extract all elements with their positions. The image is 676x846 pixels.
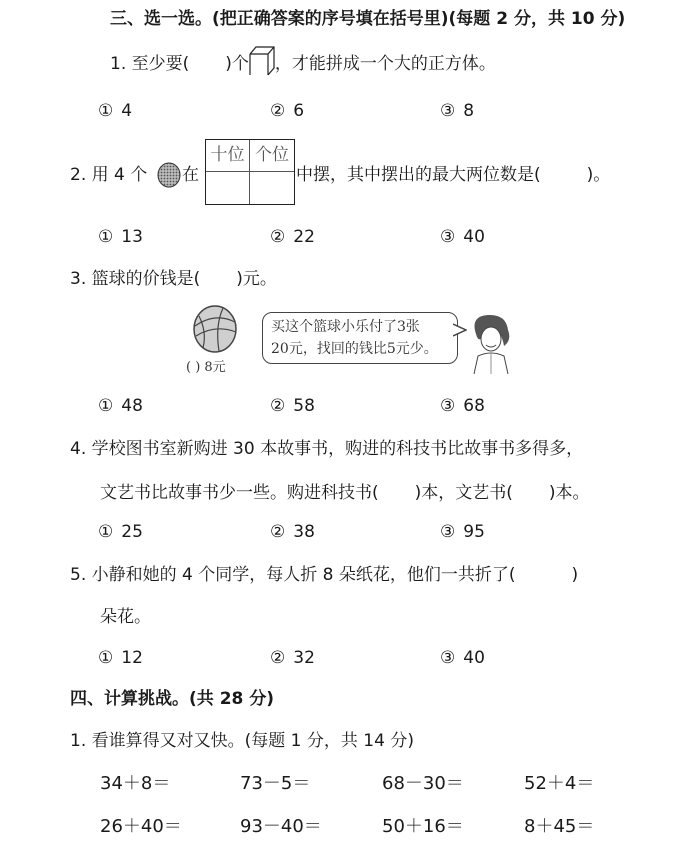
option-value: 8 <box>463 101 475 121</box>
option-2[interactable] <box>270 521 315 543</box>
question-4 <box>70 438 583 460</box>
teacher-figure-icon <box>466 312 514 374</box>
question-text: 用 4 个 <box>91 165 148 185</box>
question-2-lead <box>70 164 147 186</box>
option-3[interactable] <box>440 395 485 417</box>
option-value: 58 <box>293 396 315 416</box>
question-number: 4. <box>70 439 87 459</box>
section-4-question-1 <box>70 730 414 752</box>
question-text: 小静和她的 4 个同学，每人折 8 朵纸花，他们一共折了( <box>91 565 516 585</box>
option-3[interactable] <box>440 521 485 543</box>
option-value: 32 <box>293 648 315 668</box>
option-value: 48 <box>121 396 143 416</box>
question-text: )本，文艺书( <box>414 483 513 503</box>
ball-price-label: ( ) 8元 <box>186 360 226 375</box>
question-number: 3. <box>70 269 87 289</box>
speech-bubble <box>262 312 458 364</box>
calc-item[interactable]: 73－5＝ <box>240 773 311 794</box>
option-marker: ② <box>270 227 286 247</box>
question-text: 在 <box>182 165 199 185</box>
calc-item[interactable]: 8＋45＝ <box>524 816 595 837</box>
option-3[interactable] <box>440 647 485 669</box>
question-text: )个 <box>225 54 249 74</box>
option-1[interactable] <box>98 647 143 669</box>
question-text: 看谁算得又对又快。(每题 1 分，共 14 分) <box>91 731 414 751</box>
question-text: 学校图书室新购进 30 本故事书，购进的科技书比故事书多得多， <box>91 439 584 459</box>
option-2[interactable] <box>270 226 315 248</box>
question-text: 篮球的价钱是( <box>91 269 201 289</box>
question-5-line2: 朵花。 <box>100 607 151 627</box>
option-value: 4 <box>121 101 133 121</box>
question-text: ，才能拼成一个大的正方体。 <box>274 54 496 74</box>
calc-item[interactable]: 68－30＝ <box>382 773 464 794</box>
option-value: 38 <box>293 522 315 542</box>
option-marker: ① <box>98 648 114 668</box>
option-marker: ③ <box>440 101 456 121</box>
option-marker: ③ <box>440 227 456 247</box>
option-marker: ① <box>98 227 114 247</box>
option-2[interactable] <box>270 100 304 122</box>
option-marker: ① <box>98 101 114 121</box>
basketball-icon <box>193 304 239 354</box>
option-1[interactable] <box>98 226 143 248</box>
calc-item[interactable]: 50＋16＝ <box>382 816 464 837</box>
question-text: 文艺书比故事书少一些。购进科技书( <box>100 483 379 503</box>
question-1 <box>110 46 496 82</box>
question-text: )本。 <box>548 483 590 503</box>
question-5 <box>70 564 578 586</box>
speech-line: 买这个篮球小乐付了3张 <box>271 319 420 335</box>
option-marker: ③ <box>440 522 456 542</box>
option-marker: ② <box>270 522 286 542</box>
table-cell <box>206 172 250 204</box>
section-4-title: 四、计算挑战。(共 28 分) <box>70 689 275 709</box>
bead-icon <box>157 162 181 188</box>
option-value: 40 <box>463 648 485 668</box>
cube-icon <box>249 46 275 82</box>
option-value: 22 <box>293 227 315 247</box>
speech-line: 20元，找回的钱比5元少。 <box>271 341 438 357</box>
option-value: 40 <box>463 227 485 247</box>
table-cell <box>250 172 294 204</box>
question-text: )元。 <box>236 269 277 289</box>
calc-item[interactable]: 34＋8＝ <box>100 773 171 794</box>
calc-item[interactable]: 52＋4＝ <box>524 773 595 794</box>
table-header-ones: 个位 <box>250 140 294 172</box>
option-marker: ② <box>270 101 286 121</box>
question-text: 至少要( <box>131 54 190 74</box>
option-1[interactable] <box>98 395 143 417</box>
option-value: 25 <box>121 522 143 542</box>
option-3[interactable] <box>440 226 485 248</box>
option-value: 95 <box>463 522 485 542</box>
section-3-title: 三、选一选。(把正确答案的序号填在括号里)(每题 2 分，共 10 分) <box>110 9 626 29</box>
option-marker: ③ <box>440 648 456 668</box>
option-3[interactable] <box>440 100 474 122</box>
question-text: 中摆，其中摆出的最大两位数是( <box>296 165 541 185</box>
option-1[interactable] <box>98 521 143 543</box>
option-marker: ② <box>270 396 286 416</box>
question-text: )。 <box>586 165 611 185</box>
option-marker: ① <box>98 396 114 416</box>
option-1[interactable] <box>98 100 132 122</box>
option-2[interactable] <box>270 395 315 417</box>
option-value: 13 <box>121 227 143 247</box>
bubble-tail <box>453 320 467 340</box>
question-text: ) <box>571 565 579 585</box>
option-marker: ③ <box>440 396 456 416</box>
option-value: 6 <box>293 101 305 121</box>
question-3 <box>70 268 277 290</box>
option-2[interactable] <box>270 647 315 669</box>
question-number: 1. <box>110 54 127 74</box>
option-value: 68 <box>463 396 485 416</box>
option-marker: ② <box>270 648 286 668</box>
calc-item[interactable]: 26＋40＝ <box>100 816 182 837</box>
table-header-tens: 十位 <box>206 140 250 172</box>
calc-item[interactable]: 93－40＝ <box>240 816 322 837</box>
option-marker: ① <box>98 522 114 542</box>
option-value: 12 <box>121 648 143 668</box>
question-4-line2 <box>100 482 590 504</box>
question-2-tail <box>296 164 610 186</box>
question-number: 1. <box>70 731 87 751</box>
question-number: 5. <box>70 565 87 585</box>
question-number: 2. <box>70 165 87 185</box>
place-value-table <box>205 139 295 205</box>
